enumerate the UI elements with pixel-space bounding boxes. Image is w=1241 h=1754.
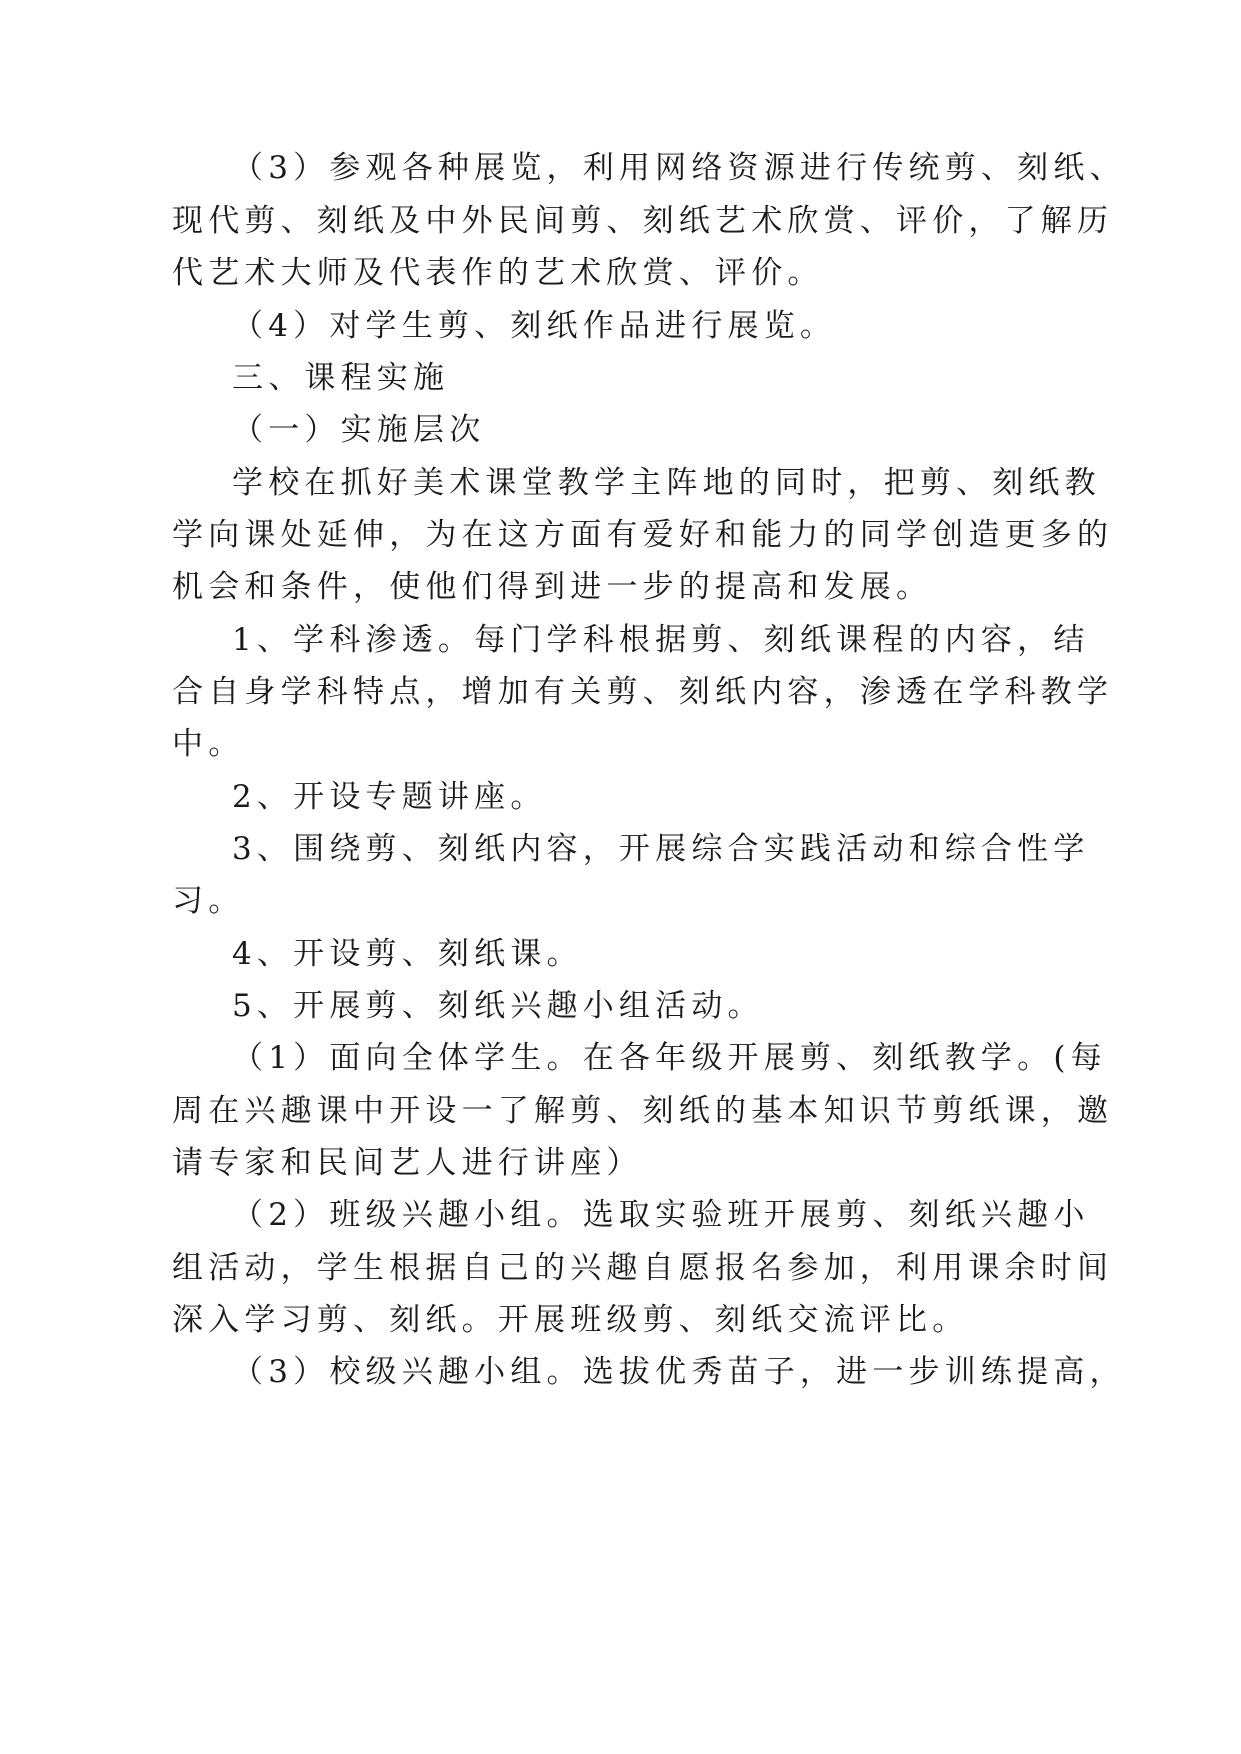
paragraph-line: 周在兴趣课中开设一了解剪、刻纸的基本知识节剪纸课，邀 — [172, 1093, 1114, 1129]
paragraph-line: 2、开设专题讲座。 — [232, 779, 547, 815]
paragraph-line: 中。 — [172, 726, 245, 762]
paragraph-line: 请专家和民间艺人进行讲座） — [172, 1145, 643, 1181]
paragraph-line: 学校在抓好美术课堂教学主阵地的同时，把剪、刻纸教 — [232, 465, 1101, 501]
paragraph-line: 1、学科渗透。每门学科根据剪、刻纸课程的内容，结 — [232, 622, 1090, 658]
paragraph-line: （2）班级兴趣小组。选取实验班开展剪、刻纸兴趣小 — [232, 1197, 1090, 1233]
paragraph-line: （1）面向全体学生。在各年级开展剪、刻纸教学。(每 — [232, 1040, 1107, 1076]
paragraph-line: 代艺术大师及代表作的艺术欣赏、评价。 — [172, 255, 824, 291]
paragraph-line: 4、开设剪、刻纸课。 — [232, 936, 583, 972]
paragraph-line: 组活动，学生根据自己的兴趣自愿报名参加，利用课余时间 — [172, 1250, 1114, 1286]
paragraph-line: 现代剪、刻纸及中外民间剪、刻纸艺术欣赏、评价，了解历 — [172, 203, 1114, 239]
paragraph-line: 机会和条件，使他们得到进一步的提高和发展。 — [172, 569, 933, 605]
paragraph-line: 习。 — [172, 883, 245, 919]
subsection-heading: （一）实施层次 — [232, 412, 486, 448]
paragraph-line: 学向课处延伸，为在这方面有爱好和能力的同学创造更多的 — [172, 517, 1114, 553]
paragraph-line: （3）校级兴趣小组。选拔优秀苗子，进一步训练提高， — [232, 1354, 1126, 1390]
paragraph-line: 合自身学科特点，增加有关剪、刻纸内容，渗透在学科教学 — [172, 674, 1114, 710]
paragraph-line: 3、围绕剪、刻纸内容，开展综合实践活动和综合性学 — [232, 831, 1090, 867]
section-heading: 三、课程实施 — [232, 360, 450, 396]
paragraph-line: （3）参观各种展览，利用网络资源进行传统剪、刻纸、 — [232, 150, 1126, 186]
paragraph-line: （4）对学生剪、刻纸作品进行展览。 — [232, 308, 837, 344]
paragraph-line: 5、开展剪、刻纸兴趣小组活动。 — [232, 988, 764, 1024]
paragraph-line: 深入学习剪、刻纸。开展班级剪、刻纸交流评比。 — [172, 1302, 969, 1338]
